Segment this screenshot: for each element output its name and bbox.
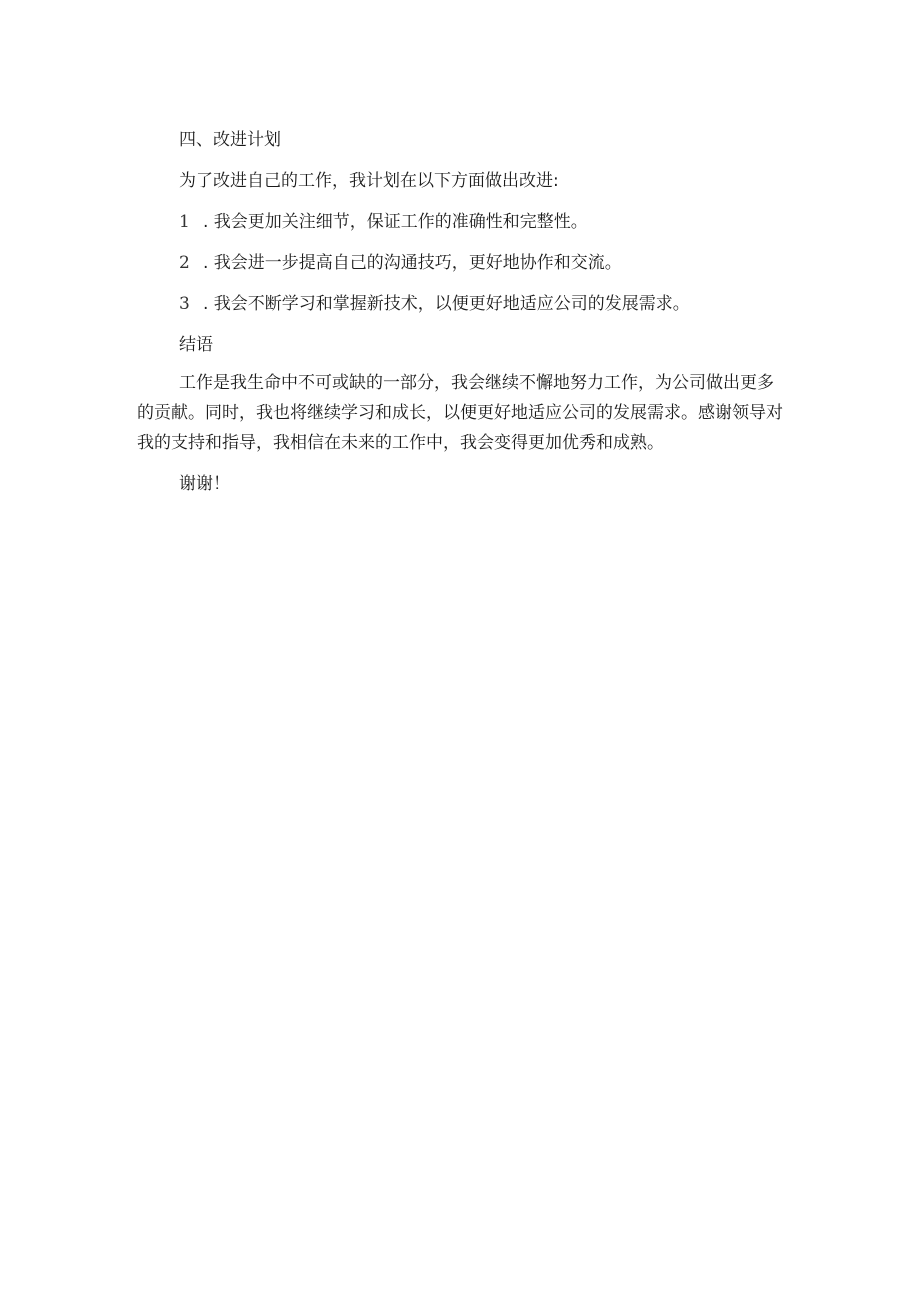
list-item-number: 3 <box>179 294 190 314</box>
closing-text: 谢谢！ <box>179 474 230 494</box>
paragraph-line: 我的支持和指导，我相信在未来的工作中，我会变得更加优秀和成熟。 <box>137 433 664 453</box>
list-item <box>137 249 783 277</box>
paragraph-line: 工作是我生命中不可或缺的一部分，我会继续不懈地努力工作，为公司做出更多 <box>179 373 774 393</box>
section-heading: 四、改进计划 <box>179 130 281 150</box>
document-content <box>137 126 783 498</box>
list-item-text: . 我会进一步提高自己的沟通技巧，更好地协作和交流。 <box>203 253 622 273</box>
paragraph-line: 的贡献。同时，我也将继续学习和成长，以便更好地适应公司的发展需求。感谢领导对 <box>137 403 783 423</box>
list-item-text: . 我会不断学习和掌握新技术，以便更好地适应公司的发展需求。 <box>203 294 690 314</box>
list-item <box>137 208 783 236</box>
conclusion-paragraph <box>137 368 783 458</box>
section-intro: 为了改进自己的工作，我计划在以下方面做出改进: <box>179 171 559 191</box>
list-item-number: 1 <box>179 212 190 232</box>
list-item <box>137 290 783 318</box>
conclusion-heading: 结语 <box>179 335 213 355</box>
list-item-number: 2 <box>179 253 190 273</box>
list-item-text: . 我会更加关注细节，保证工作的准确性和完整性。 <box>203 212 588 232</box>
